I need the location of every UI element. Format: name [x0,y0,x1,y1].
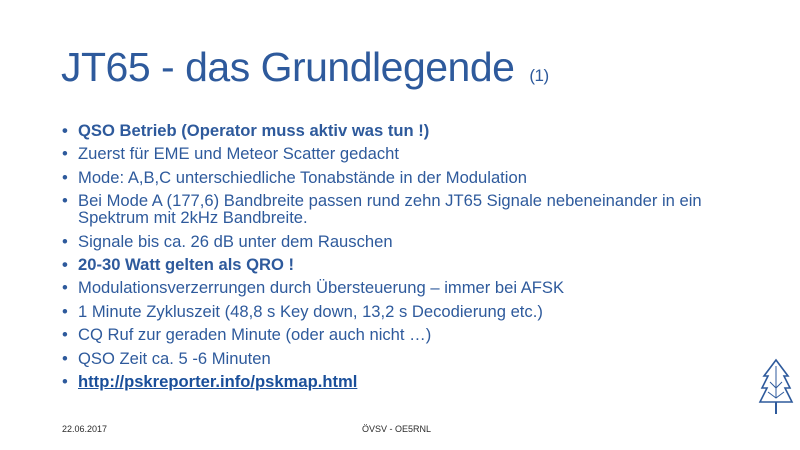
bullet-item: • 20-30 Watt gelten als QRO ! [62,256,762,273]
bullet-item-link [62,373,762,390]
footer-organization: ÖVSV - OE5RNL [362,424,432,434]
oevsv-logo-icon [758,358,794,418]
bullet-item: • QSO Betrieb (Operator muss aktiv was tun !) [62,122,762,139]
footer-date: 22.06.2017 [62,424,108,434]
bullet-item: • Bei Mode A (177,6) Bandbreite passen rund zehn JT65 Signale nebeneinander in ein Spektrum mit 2kHz Bandbreite. [62,192,762,226]
bullet-list [62,122,762,396]
pskreporter-link[interactable]: http://pskreporter.info/pskmap.html [78,371,358,391]
slide-title-suffix: (1) [529,66,549,85]
bullet-item: • Signale bis ca. 26 dB unter dem Rauschen [62,233,762,250]
bullet-item: • Mode: A,B,C unterschiedliche Tonabstände in der Modulation [62,169,762,186]
bullet-item: • Modulationsverzerrungen durch Übersteuerung – immer bei AFSK [62,279,762,296]
slide-title-text: JT65 - das Grundlegende [61,44,515,90]
bullet-item: • QSO Zeit ca. 5 -6 Minuten [62,350,762,367]
bullet-item: • 1 Minute Zykluszeit (48,8 s Key down, 13,2 s Decodierung etc.) [62,303,762,320]
bullet-item: • Zuerst für EME und Meteor Scatter gedacht [62,145,762,162]
bullet-item: • CQ Ruf zur geraden Minute (oder auch nicht …) [62,326,762,343]
slide-title [61,44,549,91]
